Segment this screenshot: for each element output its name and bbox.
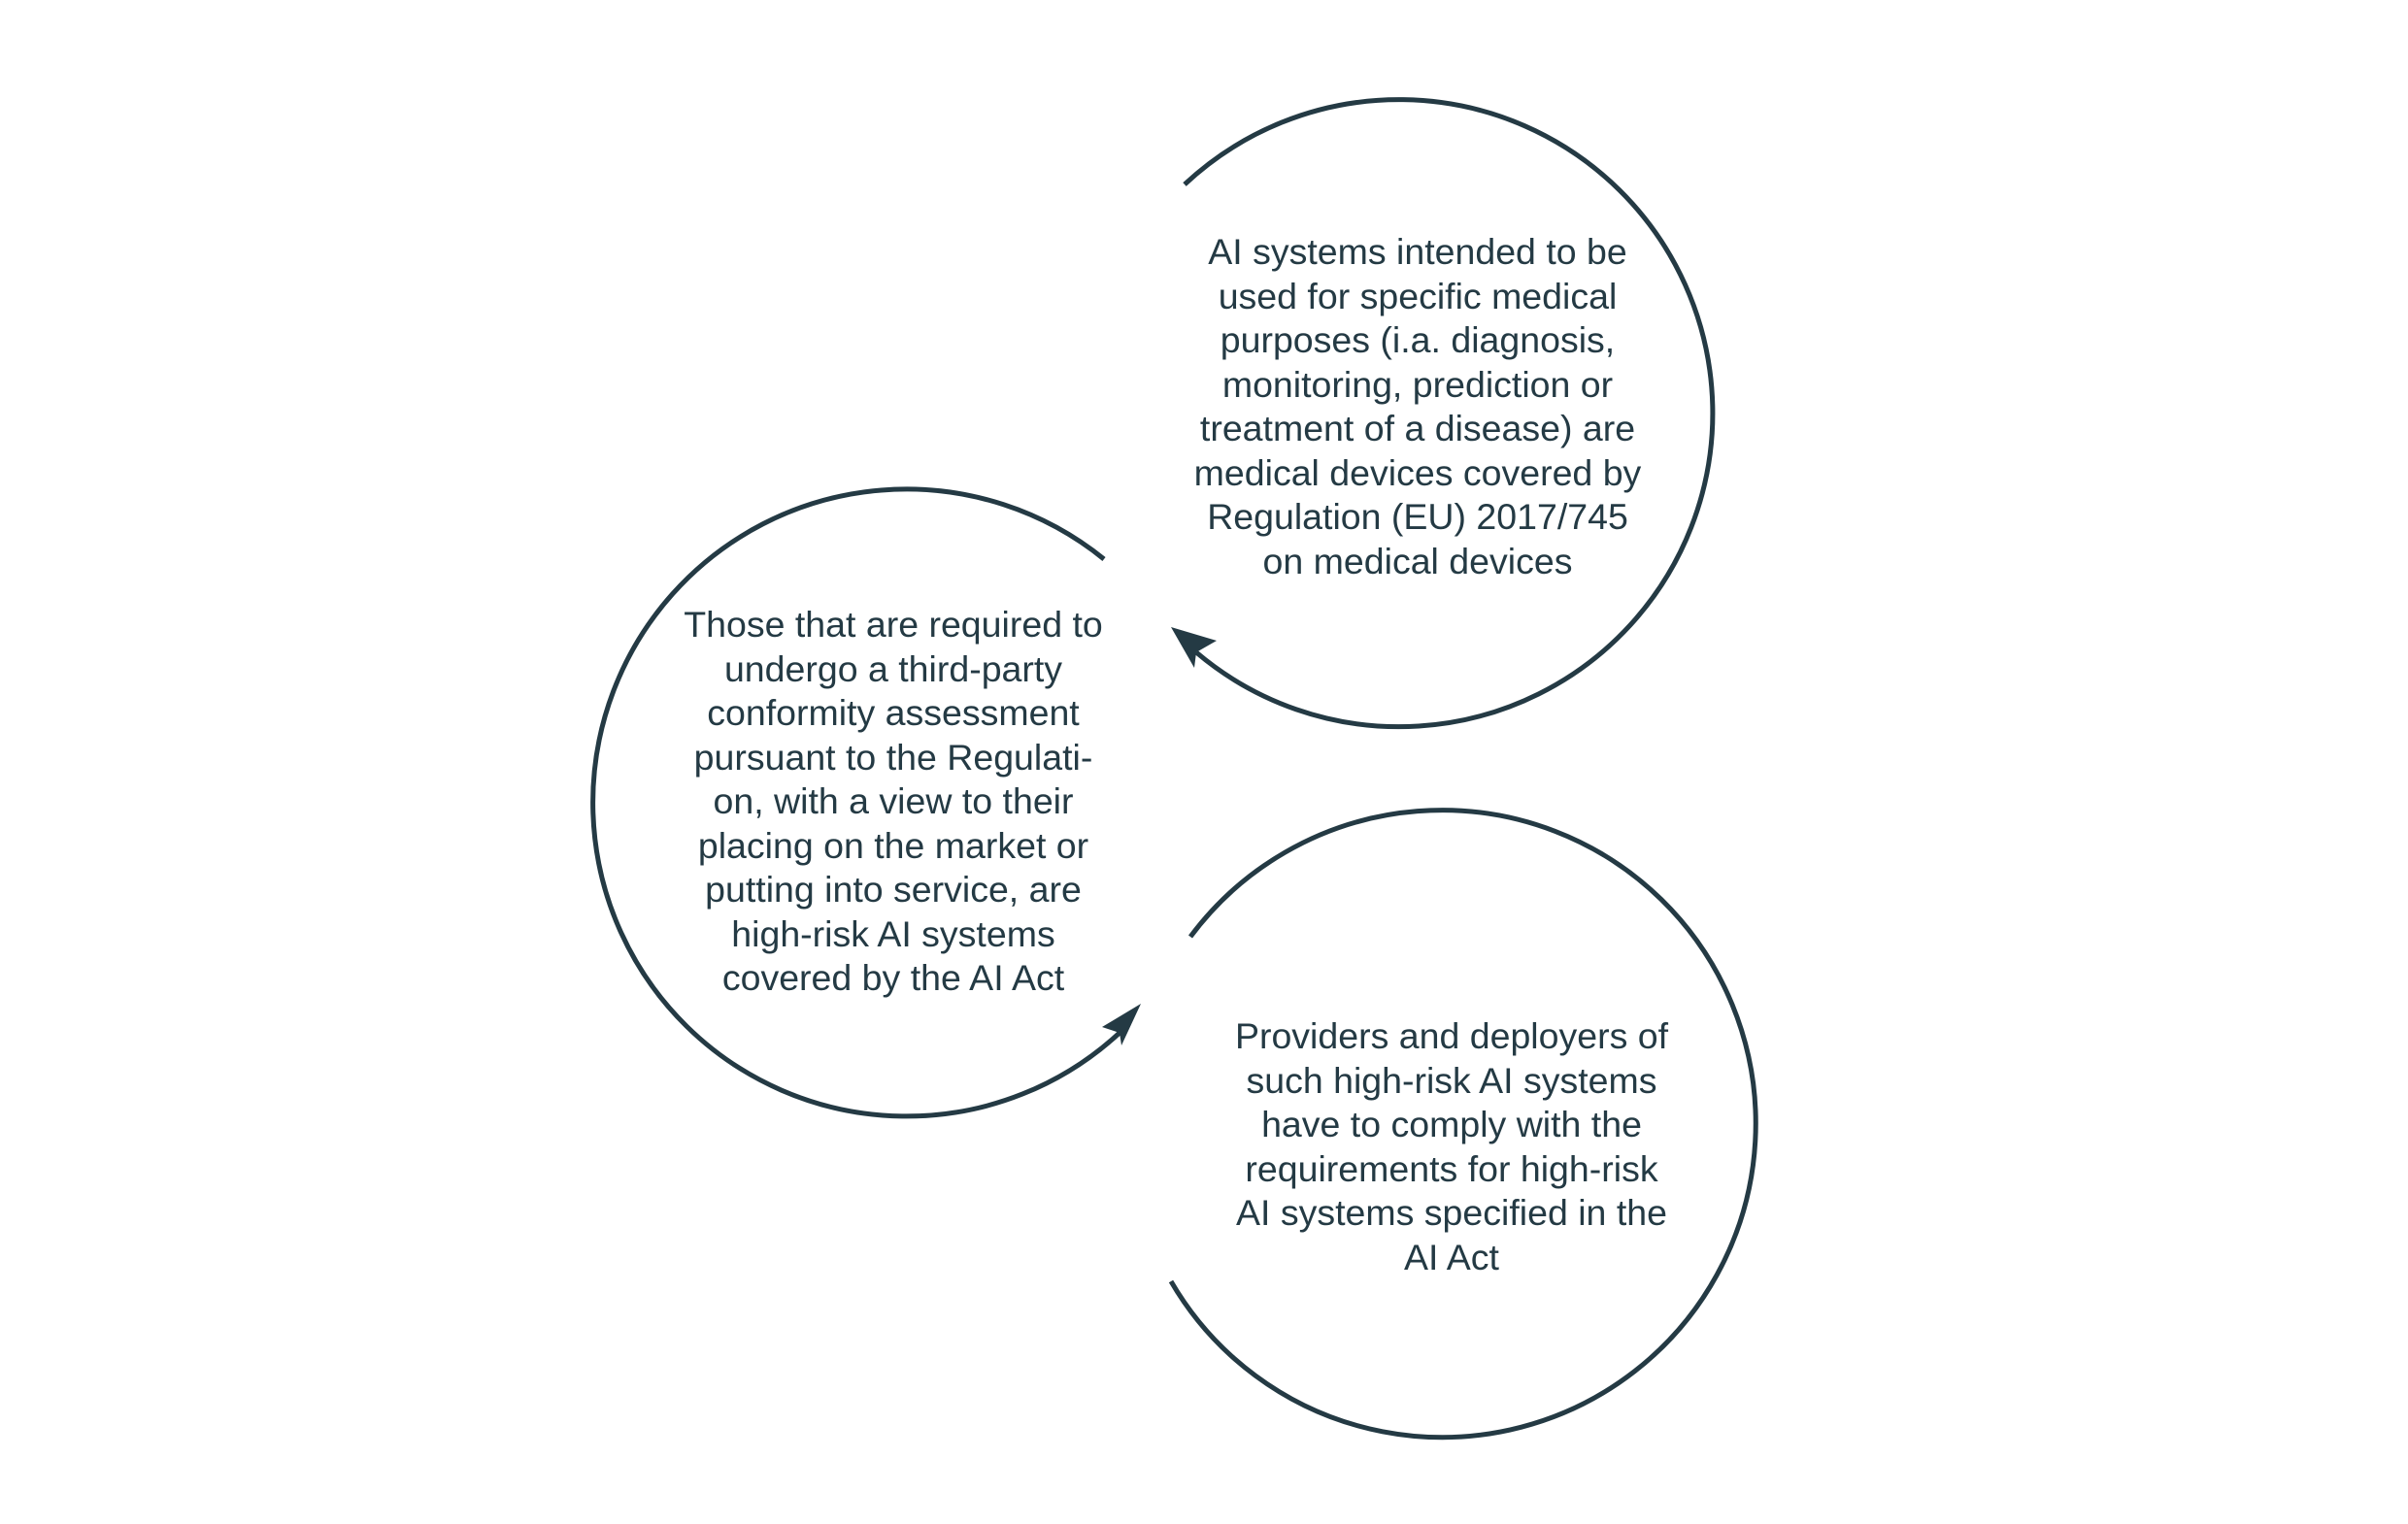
node-medical-devices-text: AI systems intended to be used for specific medical purposes (i.a. diagnosis, monitoring, prediction or treatment of a disease) are medical devices covered by Regulation (EU) 2017/745 on medical devices: [1193, 231, 1642, 581]
node-third-party-conformity-text: Those that are required to undergo a third-party conformity assessment pursuant to the Regulati- on, with a view to their placing on the market or putting into service, are high-risk AI systems covered by the AI Act: [684, 604, 1103, 998]
arrow-conformity-to-providers: [1102, 1004, 1141, 1045]
node-providers-deployers-text: Providers and deployers of such high-risk AI systems have to comply with the requirements for high-risk AI systems specified in the AI Act: [1234, 1015, 1669, 1277]
